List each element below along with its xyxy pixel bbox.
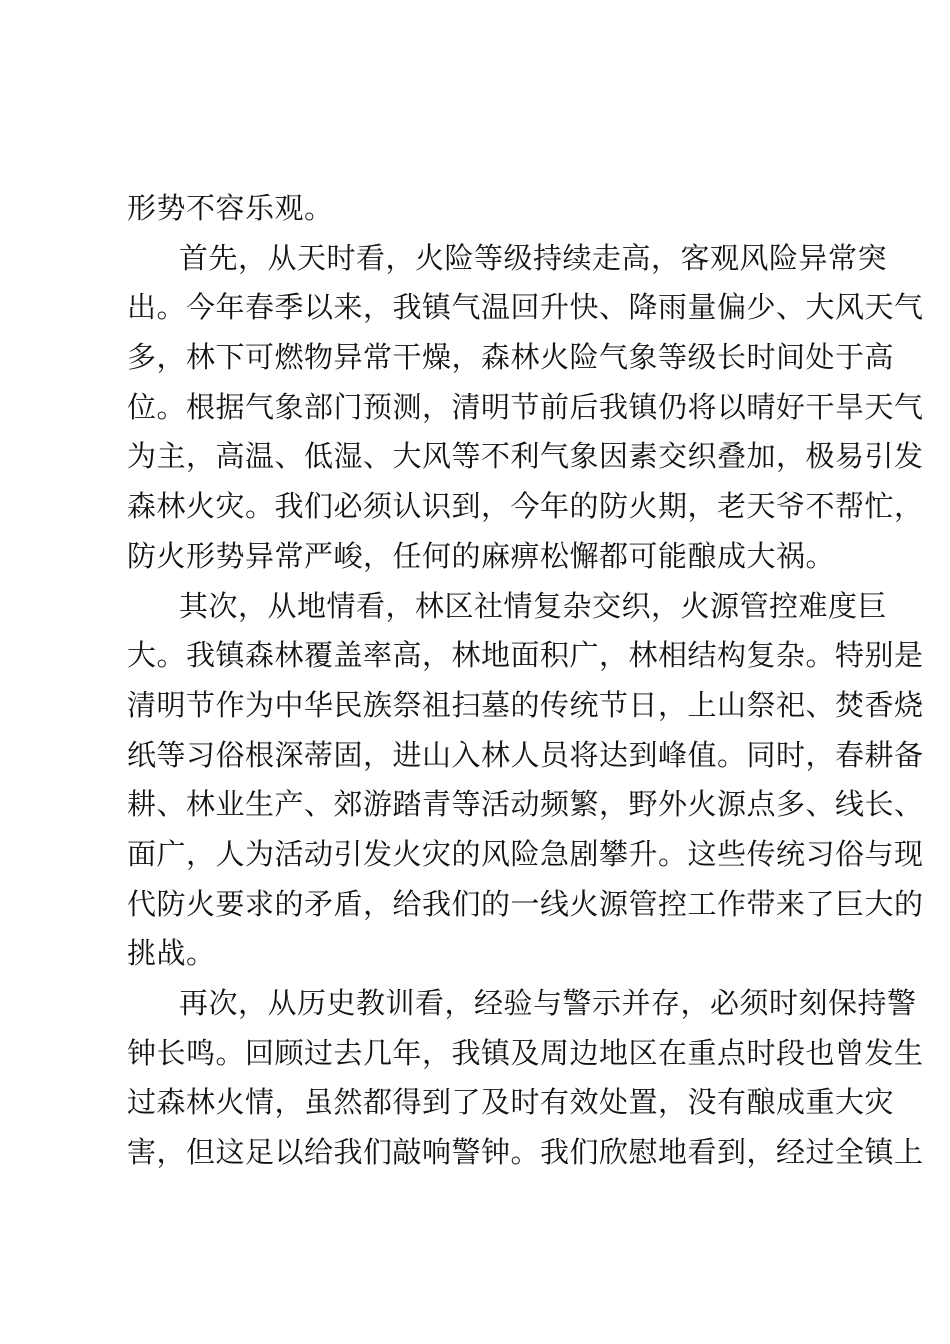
text-line: 首先，从天时看，火险等级持续走高，客观风险异常突 bbox=[179, 240, 888, 275]
text-line: 其次，从地情看，林区社情复杂交织，火源管控难度巨 bbox=[179, 588, 888, 623]
text-line: 钟长鸣。回顾过去几年，我镇及周边地区在重点时段也曾发生 bbox=[127, 1035, 924, 1070]
text-line: 大。我镇森林覆盖率高，林地面积广，林相结构复杂。特别是 bbox=[127, 638, 924, 673]
text-line: 位。根据气象部门预测，清明节前后我镇仍将以晴好干旱天气 bbox=[127, 389, 924, 424]
text-line: 多，林下可燃物异常干燥，森林火险气象等级长时间处于高 bbox=[127, 340, 895, 375]
document-page bbox=[127, 184, 924, 1178]
text-line: 纸等习俗根深蒂固，进山入林人员将达到峰值。同时，春耕备 bbox=[127, 737, 924, 772]
text-line: 害，但这足以给我们敲响警钟。我们欣慰地看到，经过全镇上 bbox=[127, 1135, 924, 1170]
text-line: 过森林火情，虽然都得到了及时有效处置，没有酿成重大灾 bbox=[127, 1085, 895, 1120]
paragraph-terrain-risk bbox=[127, 582, 924, 980]
text-line: 为主，高温、低湿、大风等不利气象因素交织叠加，极易引发 bbox=[127, 439, 924, 474]
paragraph-history-lessons bbox=[127, 979, 924, 1178]
paragraph-continuation bbox=[127, 184, 847, 234]
text-line: 出。今年春季以来，我镇气温回升快、降雨量偏少、大风天气 bbox=[127, 290, 924, 325]
text-line: 耕、林业生产、郊游踏青等活动频繁，野外火源点多、线长、 bbox=[127, 787, 924, 822]
text-line: 形势不容乐观。 bbox=[127, 191, 334, 225]
text-line: 面广，人为活动引发火灾的风险急剧攀升。这些传统习俗与现 bbox=[127, 836, 924, 871]
text-line: 再次，从历史教训看，经验与警示并存，必须时刻保持警 bbox=[179, 986, 917, 1020]
text-line: 挑战。 bbox=[127, 936, 216, 971]
paragraph-weather-risk bbox=[127, 234, 924, 582]
text-line: 森林火灾。我们必须认识到，今年的防火期，老天爷不帮忙， bbox=[127, 489, 924, 524]
text-line: 代防火要求的矛盾，给我们的一线火源管控工作带来了巨大的 bbox=[127, 886, 924, 921]
text-line: 清明节作为中华民族祭祖扫墓的传统节日，上山祭祀、焚香烧 bbox=[127, 687, 924, 722]
text-line: 防火形势异常严峻，任何的麻痹松懈都可能酿成大祸。 bbox=[127, 538, 836, 573]
